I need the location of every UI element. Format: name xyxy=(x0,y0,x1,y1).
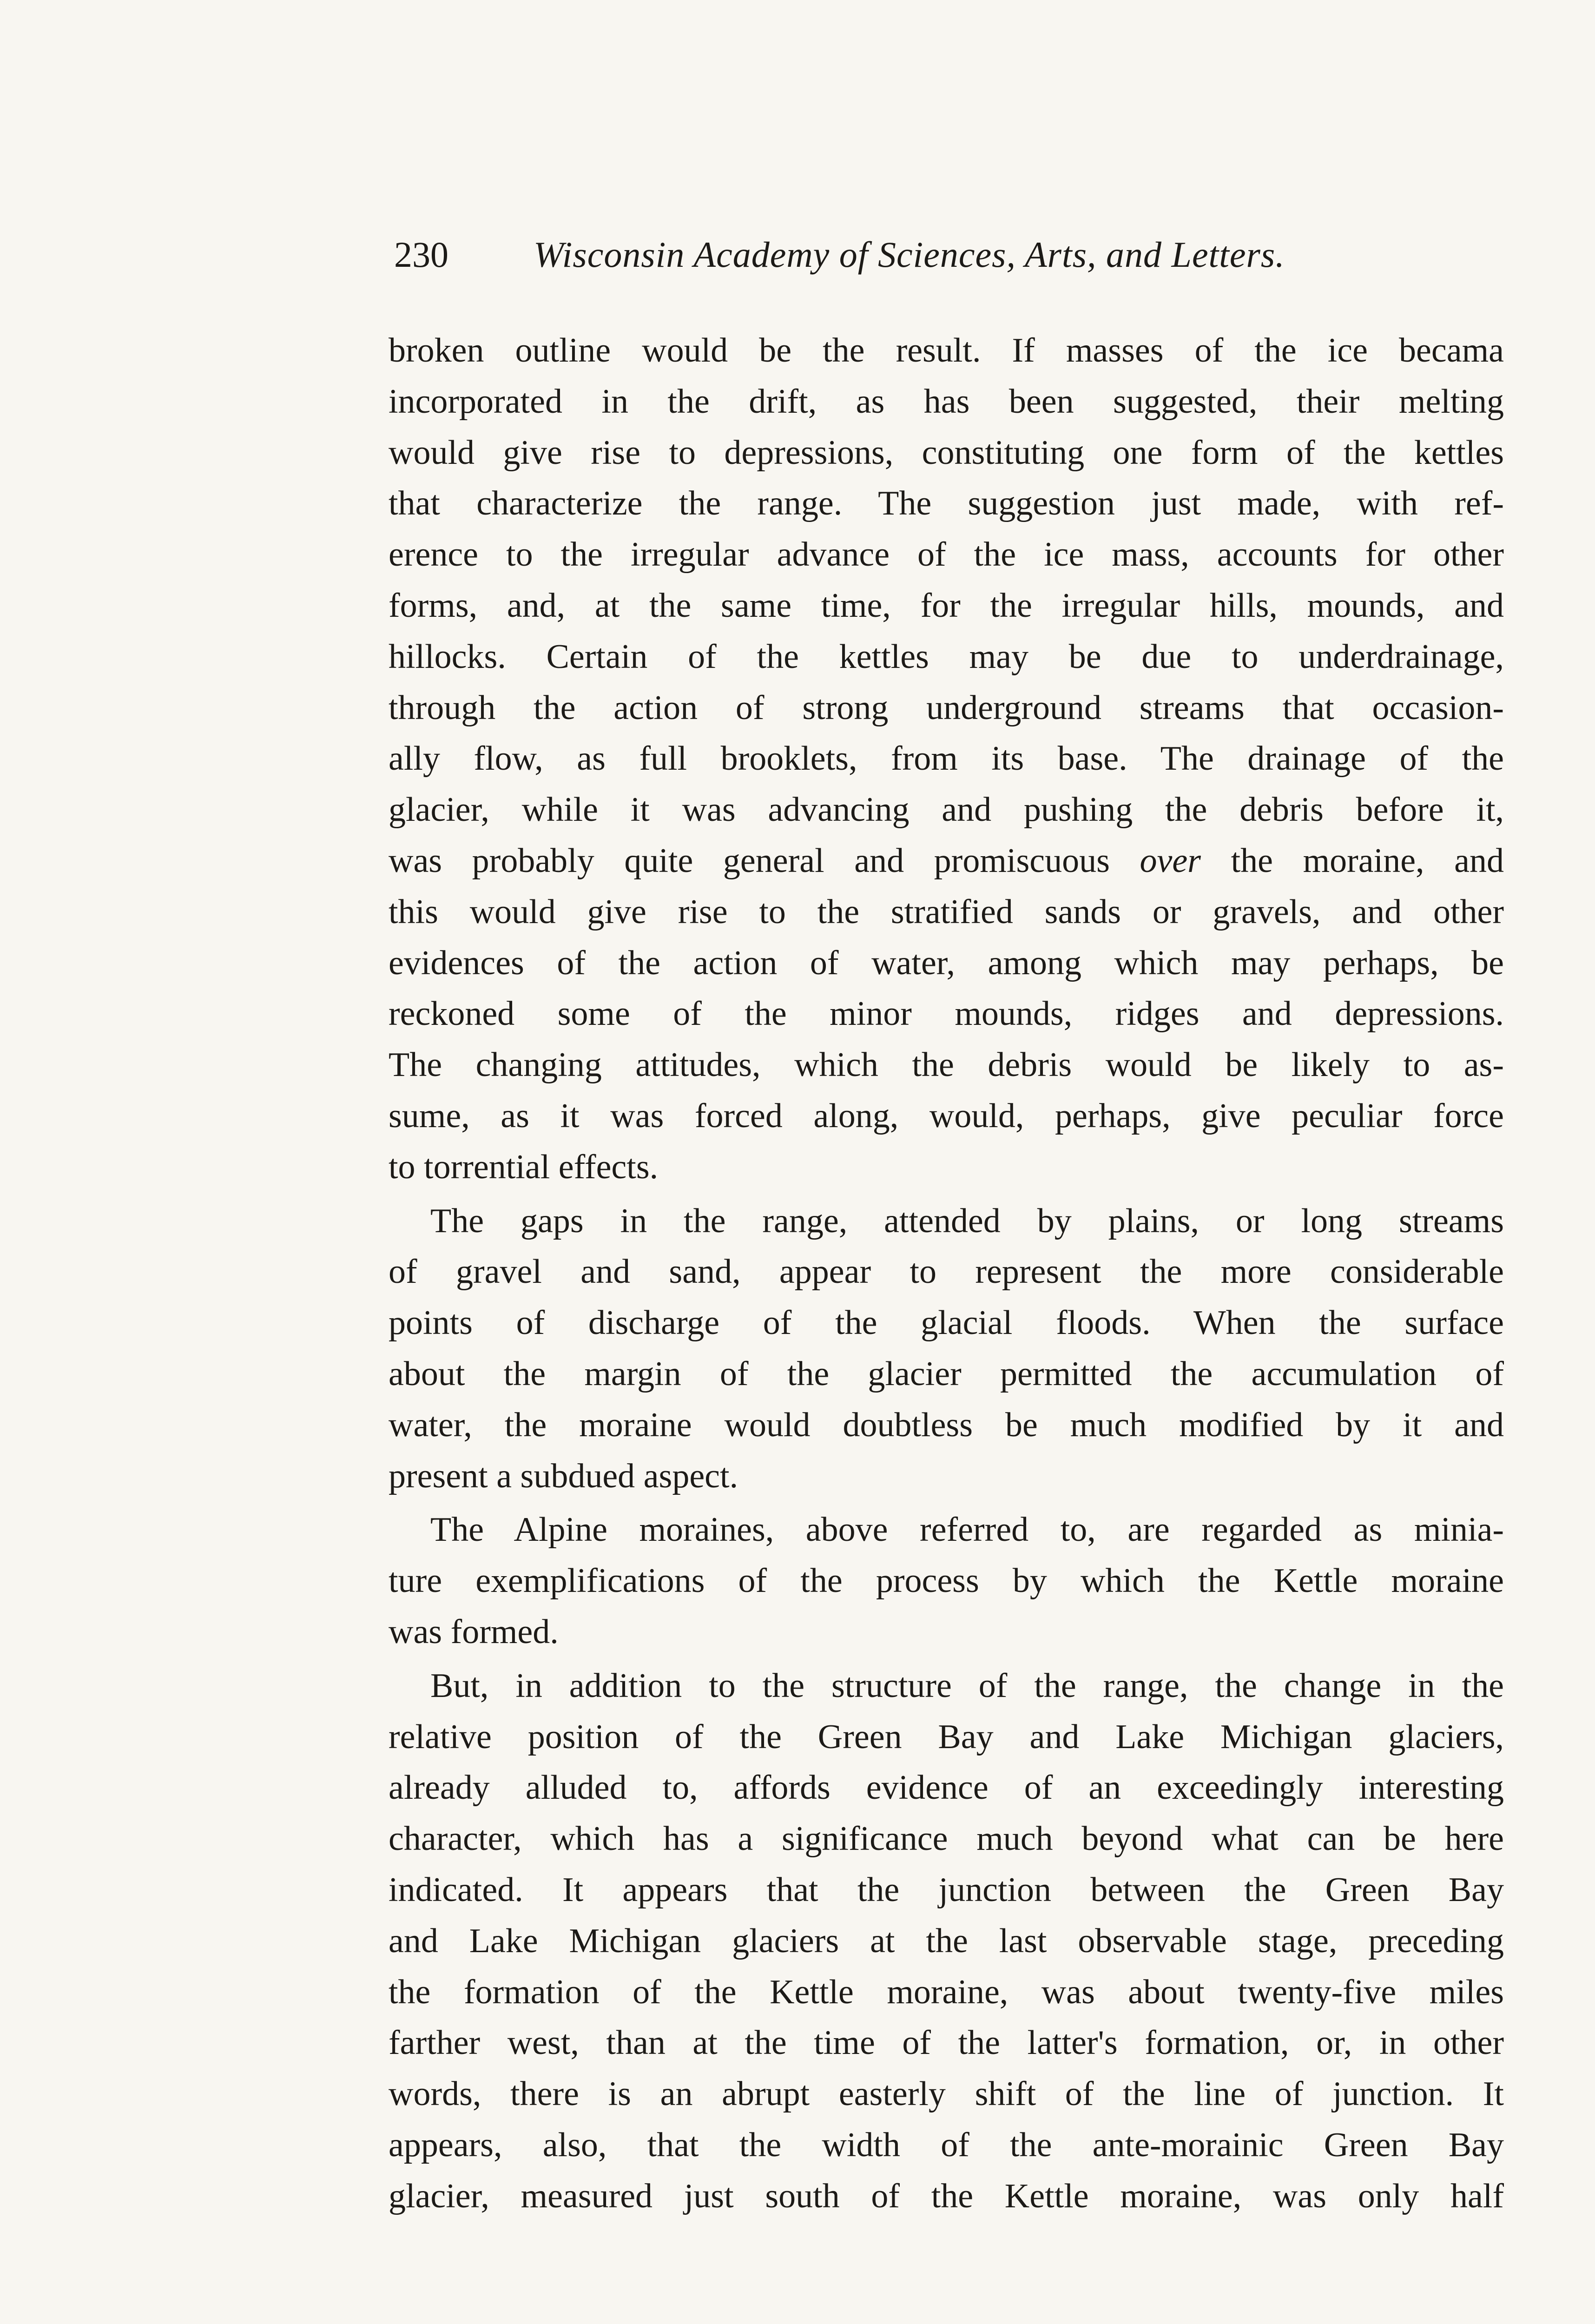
text-line: water, the moraine would doubtless be much modified by it and xyxy=(389,1406,1504,1444)
text-line: the formation of the Kettle moraine, was about twenty-five miles xyxy=(389,1973,1504,2011)
text-line: character, which has a significance much beyond what can be here xyxy=(389,1820,1504,1858)
text-line: The changing attitudes, which the debris would be likely to as- xyxy=(389,1046,1504,1084)
text-line: this would give rise to the stratified sands or gravels, and other xyxy=(389,892,1504,931)
running-head xyxy=(394,227,1519,283)
text-line: ture exemplifications of the process by which the Kettle moraine xyxy=(389,1562,1504,1600)
text-line: erence to the irregular advance of the ice mass, accounts for other xyxy=(389,535,1504,574)
text-line: that characterize the range. The suggestion just made, with ref- xyxy=(389,484,1504,523)
text-line: was probably quite general and promiscuous over the moraine, and xyxy=(389,841,1504,880)
text-line: ally flow, as full brooklets, from its base. The drainage of the xyxy=(389,739,1504,778)
text-line: glacier, while it was advancing and pushing the debris before it, xyxy=(389,791,1504,829)
text-line: sume, as it was forced along, would, perhaps, give peculiar force xyxy=(389,1096,1504,1135)
text-line: evidences of the action of water, among which may perhaps, be xyxy=(389,944,1504,982)
text-line: was formed. xyxy=(389,1612,559,1651)
text-line: reckoned some of the minor mounds, ridges and depressions. xyxy=(389,995,1504,1033)
text-line: relative position of the Green Bay and Lake Michigan glaciers, xyxy=(389,1717,1504,1756)
text-line: broken outline would be the result. If masses of the ice becama xyxy=(389,331,1504,370)
text-line: But, in addition to the structure of the range, the change in the xyxy=(430,1666,1504,1705)
text-line: to torrential effects. xyxy=(389,1148,659,1186)
emphasis: over xyxy=(1140,841,1201,880)
text-line: The gaps in the range, attended by plains, or long streams xyxy=(430,1202,1504,1240)
text-line: and Lake Michigan glaciers at the last observable stage, preceding xyxy=(389,1921,1504,1960)
running-title: Wisconsin Academy of Sciences, Arts, and Letters. xyxy=(534,234,1285,275)
text-line: would give rise to depressions, constituting one form of the kettles xyxy=(389,433,1504,472)
text-line: points of discharge of the glacial floods. When the surface xyxy=(389,1304,1504,1342)
text-line: of gravel and sand, appear to represent the more considerable xyxy=(389,1253,1504,1291)
text-line: appears, also, that the width of the ante-morainic Green Bay xyxy=(389,2126,1504,2164)
text-line: indicated. It appears that the junction between the Green Bay xyxy=(389,1870,1504,1909)
text-line: about the margin of the glacier permitted the accumulation of xyxy=(389,1354,1504,1393)
text-line: glacier, measured just south of the Kettle moraine, was only half xyxy=(389,2177,1504,2215)
body-text xyxy=(389,325,1504,2222)
text-line: incorporated in the drift, as has been suggested, their melting xyxy=(389,382,1504,421)
text-line: The Alpine moraines, above referred to, are regarded as minia- xyxy=(430,1511,1504,1549)
text-line: hillocks. Certain of the kettles may be due to underdrainage, xyxy=(389,637,1504,676)
text-line: through the action of strong underground streams that occasion- xyxy=(389,688,1504,727)
text-line: words, there is an abrupt easterly shift of the line of junction. It xyxy=(389,2075,1504,2113)
text-line: already alluded to, affords evidence of an exceedingly interesting xyxy=(389,1769,1504,1807)
text-line: forms, and, at the same time, for the irregular hills, mounds, and xyxy=(389,586,1504,625)
page-number: 230 xyxy=(394,234,448,275)
text-line: present a subdued aspect. xyxy=(389,1457,738,1495)
text-line: farther west, than at the time of the latter's formation, or, in other xyxy=(389,2024,1504,2062)
